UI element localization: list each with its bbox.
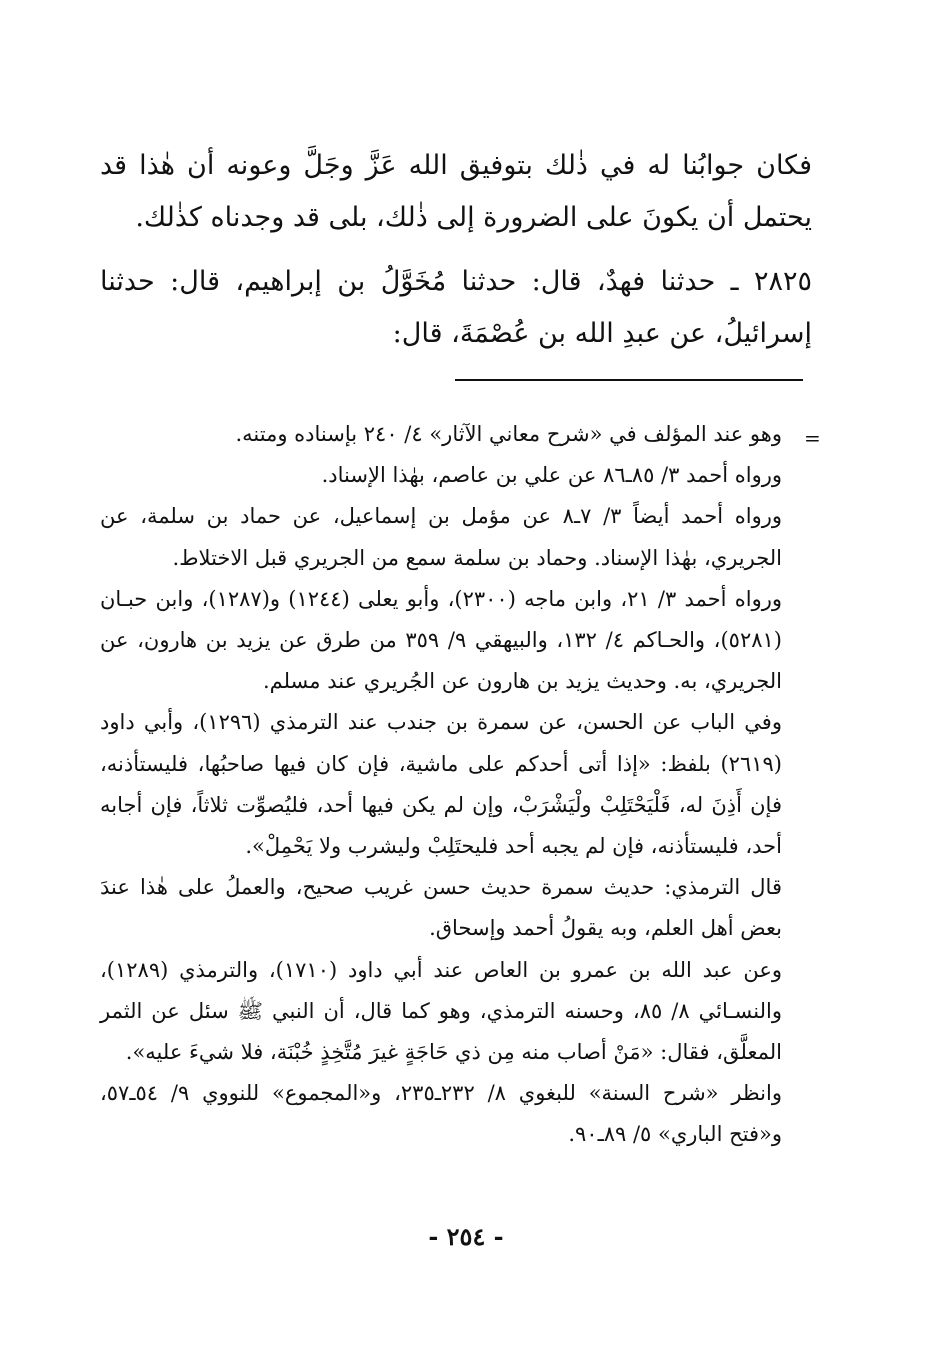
footnote-paragraph: ورواه أحمد ٣/ ٢١، وابن ماجه (٢٣٠٠)، وأبو يعلى (١٢٤٤) و(١٢٨٧)، وابن حبـان (٥٢٨١)، والحـاكم ٤/ ١٣٢، والبيهقي ٩/ ٣٥٩ من طرق عن يزيد بن هارون، عن الجريري، به. وحديث يزيد بن هارون عن الجُريري عند مسلم. — [100, 586, 783, 694]
footnote-paragraph: قال الترمذي: حديث سمرة حديث حسن غريب صحيح، والعملُ على هٰذا عندَ بعض أهل العلم، وبه يقولُ أحمد وإسحاق. — [100, 875, 782, 941]
main-paragraph-1: فكان جوابُنا له في ذٰلك بتوفيق الله عَزَّ وجَلَّ وعونه أن هٰذا قد يحتمل أن يكونَ على الضرورة إلى ذٰلك، بلى قد وجدناه كذٰلك. — [100, 150, 812, 233]
footnote-paragraph: وانظر «شرح السنة» للبغوي ٨/ ٢٣٢ـ٢٣٥، و«المجموع» للنووي ٩/ ٥٤ـ٥٧، و«فتح الباري» ٥/ ٨٩ـ٩٠. — [100, 1081, 782, 1147]
main-paragraph-hadith-2825: ٢٨٢٥ ـ حدثنا فهدٌ، قال: حدثنا مُخَوَّلُ بن إبراهيم، قال: حدثنا إسرائيلُ، عن عبدِ الله بن عُصْمَةَ، قال: — [100, 266, 812, 349]
footnote-paragraph: وعن عبد الله بن عمرو بن العاص عند أبي داود (١٧١٠)، والترمذي (١٢٨٩)، والنسـائي ٨/ ٨٥، وحسنه الترمذي، وهو كما قال، أن النبي ﷺ سئل عن الثمر المعلَّق، فقال: «مَنْ أصاب منه مِن ذي حَاجَةٍ غيرَ مُتَّخِذٍ خُبْنَة، فلا شيءَ عليه». — [100, 957, 782, 1065]
main-text — [100, 140, 812, 360]
footnote-paragraph: ورواه أحمد أيضاً ٣/ ٧ـ٨ عن مؤمل بن إسماعيل، عن حماد بن سلمة، عن الجريري، بهٰذا الإسناد. وحماد بن سلمة سمع من الجريري قبل الاختلاط. — [100, 504, 782, 570]
page-number: - ٢٥٤ - — [428, 1222, 504, 1251]
footnote-separator — [455, 379, 803, 381]
footnote-paragraph: وهو عند المؤلف في «شرح معاني الآثار» ٤/ ٢٤٠ بإسناده ومتنه. — [235, 422, 782, 446]
continuation-marker: = — [804, 426, 821, 450]
footnote-paragraph: ورواه أحمد ٣/ ٨٥ـ٨٦ عن علي بن عاصم، بهٰذا الإسناد. — [321, 463, 782, 488]
footnote-paragraph: وفي الباب عن الحسن، عن سمرة بن جندب عند الترمذي (١٢٩٦)، وأبي داود (٢٦١٩) بلفظ: «إذا أتى أحدكم على ماشية، فإن كان فيها صاحبُها، فليستأذنه، فإن أَذِنَ له، فَلْيَحْتَلِبْ ولْيَشْرَبْ، وإن لم يكن فيها أحد، فليُصوِّت ثلاثاً، فإن أجابه أحد، فليستأذنه، فإن لم يجبه أحد فليحتَلِبْ وليشرب ولا يَحْمِلْ». — [100, 710, 782, 859]
footnotes — [100, 414, 812, 1156]
